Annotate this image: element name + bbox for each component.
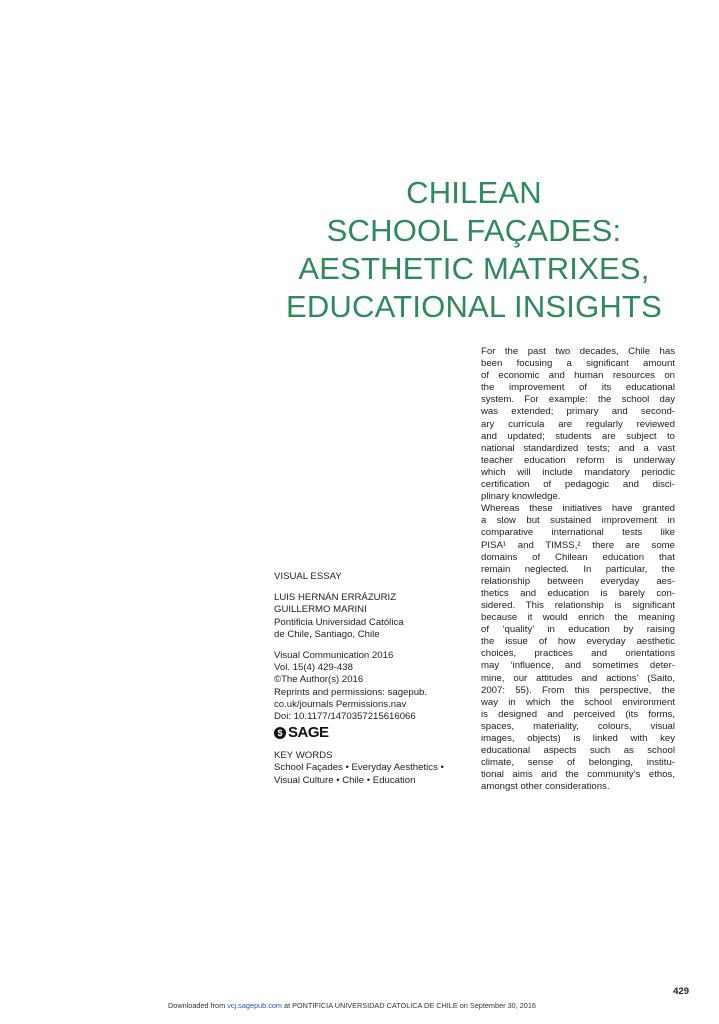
body-text-line: choices, practices and orientations <box>481 648 675 660</box>
body-text-line: educational aspects such as school <box>481 745 675 757</box>
body-text-line: way in which the school environment <box>481 696 675 708</box>
keywords-line: School Façades • Everyday Aesthetics • <box>274 762 444 774</box>
body-text-line: remain neglected. In particular, the <box>481 563 675 575</box>
volume-line: Vol. 15(4) 429-438 <box>274 662 353 674</box>
abstract-body <box>481 346 675 793</box>
body-text-line: 2007: 55). From this perspective, the <box>481 684 675 696</box>
body-text-line: thetics and education is barely con- <box>481 587 675 599</box>
body-text-line: system. For example: the school day <box>481 394 675 406</box>
body-text-line: certification of pedagogic and disci- <box>481 479 675 491</box>
sage-logo <box>274 724 474 741</box>
journal-line: Visual Communication 2016 <box>274 650 394 662</box>
download-link[interactable]: vcj.sagepub.com <box>227 1001 282 1010</box>
body-text-line: Whereas these initiatives have granted <box>481 503 675 515</box>
download-suffix: at PONTIFICIA UNIVERSIDAD CATOLICA DE CHILE on September 30, 2016 <box>281 1001 536 1010</box>
body-text-line: climate, sense of belonging, institu- <box>481 757 675 769</box>
body-text-line: tional aims and the community’s ethos, <box>481 769 675 781</box>
affiliation-line: Pontificia Universidad Católica <box>274 616 404 628</box>
title-line: EDUCATIONAL INSIGHTS <box>285 289 663 324</box>
affiliation-line: de Chile, Santiago, Chile <box>274 628 380 640</box>
body-text-line: teacher education reform is underway <box>481 454 675 466</box>
article-title <box>258 174 690 326</box>
doi-line: Doi: 10.1177/1470357215616066 <box>274 711 416 723</box>
body-text-line: plinary knowledge. <box>481 491 561 503</box>
body-text-line: images, objects) is linked with key <box>481 733 675 744</box>
body-text-line: ary curricula are regularly reviewed <box>481 418 675 430</box>
article-metadata <box>274 571 474 787</box>
section-label: VISUAL ESSAY <box>274 571 342 582</box>
body-text-line: because it would enrich the meaning <box>481 612 675 624</box>
body-text-line: the improvement of its educational <box>481 382 675 394</box>
body-text-line: a slow but sustained improvement in <box>481 515 675 527</box>
download-prefix: Downloaded from <box>168 1001 228 1010</box>
body-text-line: spaces, materiality, colours, visual <box>481 720 675 732</box>
body-text-line: the issue of how everyday aesthetic <box>481 636 675 648</box>
permissions-line: Reprints and permissions: sagepub. <box>274 686 428 698</box>
body-text-line: national standardized tests; and a vast <box>481 442 675 454</box>
body-text-line: sidered. This relationship is significant <box>481 599 675 611</box>
body-text-line: and updated; students are subject to <box>481 430 675 442</box>
keywords-heading: KEY WORDS <box>274 750 333 762</box>
body-text-line: been focusing a significant amount <box>481 358 675 370</box>
body-text-line: is designed and perceived (its forms, <box>481 708 675 720</box>
page-number: 429 <box>673 986 689 997</box>
body-text-line: comparative international tests like <box>481 527 675 539</box>
body-text-line: relationship between everyday aes- <box>481 575 675 587</box>
body-text-line: domains of Chilean education that <box>481 551 675 563</box>
author-name: LUIS HERNÁN ERRÁZURIZ <box>274 592 397 604</box>
title-line: CHILEAN <box>406 175 542 210</box>
body-text-line: of economic and human resources on <box>481 370 675 382</box>
body-text-line: PISA¹ and TIMSS,² there are some <box>481 539 675 551</box>
permissions-line: co.uk/journals Permissions.nav <box>274 698 407 710</box>
body-text-line: amongst other considerations. <box>481 781 610 793</box>
title-line: SCHOOL FAÇADES: <box>326 213 622 248</box>
sage-logo-icon: $ <box>274 727 286 739</box>
body-text-line: For the past two decades, Chile has <box>481 346 675 357</box>
body-text-line: mine, our attitudes and actions’ (Saito, <box>481 672 675 684</box>
body-text-line: may ‘influence, and sometimes deter- <box>481 660 675 672</box>
sage-logo-text: SAGE <box>288 723 329 741</box>
body-text-line: which will include mandatory periodic <box>481 466 675 478</box>
author-name: GUILLERMO MARINI <box>274 604 367 616</box>
copyright-line: ©The Author(s) 2016 <box>274 674 364 686</box>
keywords-line: Visual Culture • Chile • Education <box>274 774 416 786</box>
body-text-line: was extended; primary and second- <box>481 406 675 418</box>
download-notice <box>168 1001 536 1010</box>
title-line: AESTHETIC MATRIXES, <box>298 251 650 286</box>
body-text-line: of ‘quality’ in education by raising <box>481 624 675 636</box>
